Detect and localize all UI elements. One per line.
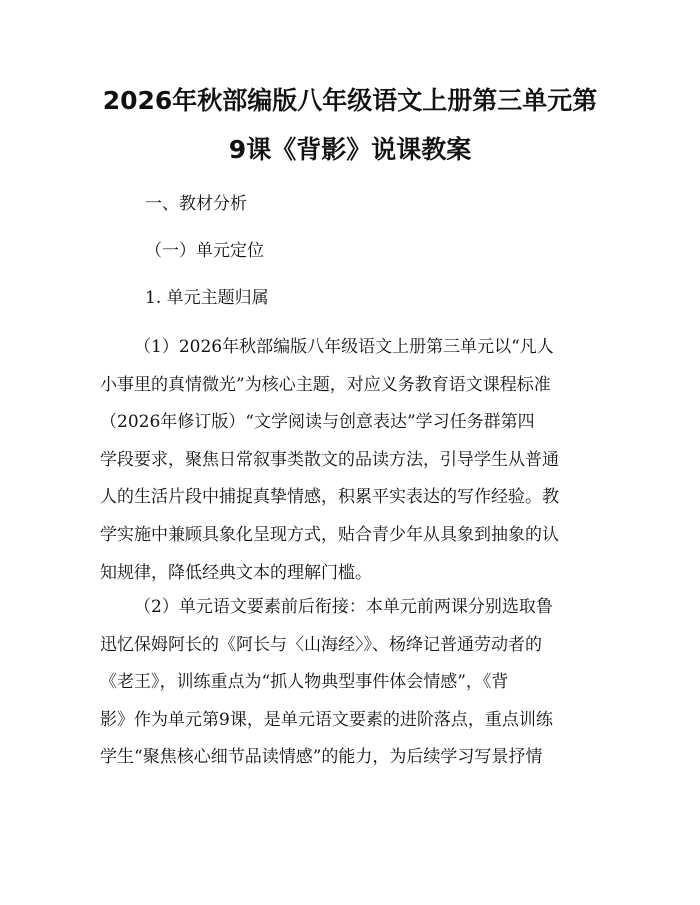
subsection-heading-unit-positioning: （一）单元定位 [145, 241, 264, 261]
item-heading-unit-theme: 1. 单元主题归属 [145, 288, 269, 308]
body-paragraph-1: （1）2026年秋部编版八年级语文上册第三单元以“凡人 小事里的真情微光”为核心主题，对应义务教育语文课程标准 （2026年修订版）“文学阅读与创意表达”学习任务群第四 学段要求，聚焦日常叙事类散文的品读方法，引导学生从普通 人的生活片段中捕捉真挚情感，积累平实表达的写作经验。教 学实施中兼顾具象化呈现方式，贴合青少年从具象到抽象的认 知规律，降低经典文本的理解门槛。 [100, 337, 559, 583]
document-title-line-2: 9课《背影》说课教案 [228, 135, 472, 164]
document-title-line-1: 2026年秋部编版八年级语文上册第三单元第 [102, 86, 598, 115]
body-paragraph-2: （2）单元语文要素前后衔接：本单元前两课分别选取鲁 迅忆保姆阿长的《阿长与〈山海经〉》、杨绛记普通劳动者的 《老王》，训练重点为“抓人物典型事件体会情感”，《背 影》作为单元第9课，是单元语文要素的进阶落点，重点训练 学生“聚焦核心细节品读情感”的能力，为后续学习写景抒情 [100, 597, 553, 768]
section-heading-textbook-analysis: 一、教材分析 [145, 194, 247, 214]
